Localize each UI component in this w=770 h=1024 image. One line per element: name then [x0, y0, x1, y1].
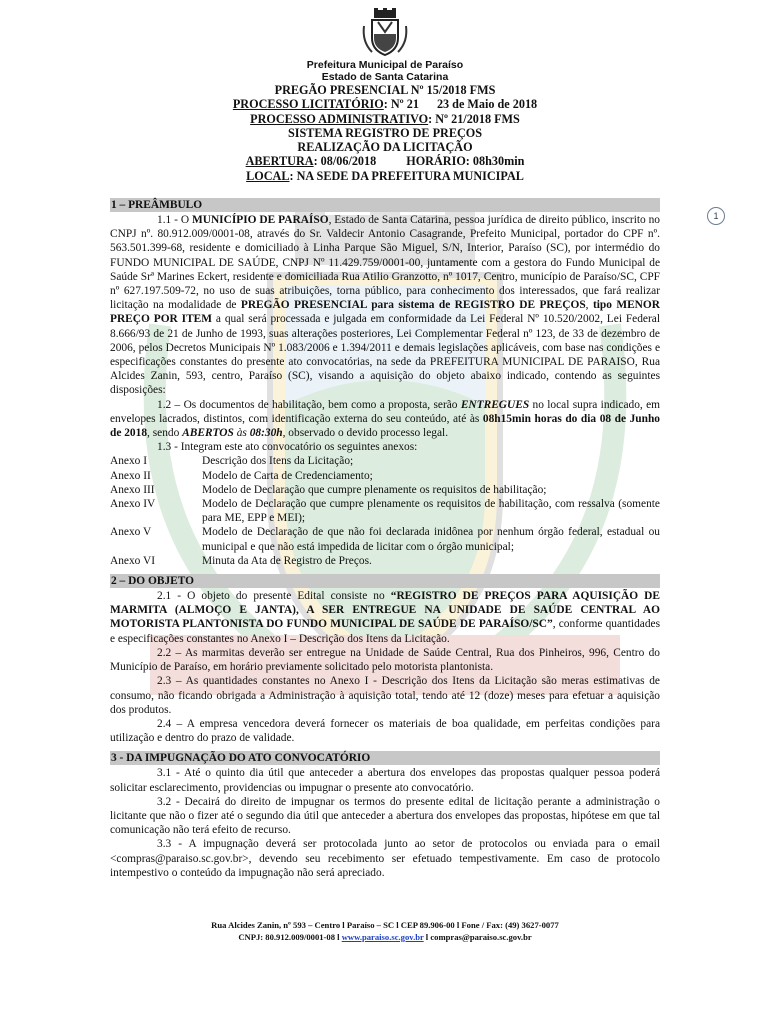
- paragraph-2-3: 2.3 – As quantidades constantes no Anexo I - Descrição dos Itens da Licitação são meras estimativas de consumo, não ficando obrigada a Administração à aquisição total, tendo até 12 (doze) meses para efetuar a aquisição dos produtos.: [110, 675, 660, 716]
- local-line: [110, 169, 660, 183]
- paragraph-3-3: 3.3 - A impugnação deverá ser protocolada junto ao setor de protocolos ou enviada para o email <compras@paraiso.sc.gov.br>, devendo seu recebimento ser efetuado tempestivamente. Em caso de protocolo intempestivo o conteúdo da impugnação não será apreciado.: [110, 838, 660, 879]
- processo-licitatorio-value: : Nº 21: [383, 97, 419, 112]
- annex-key: Anexo III: [110, 483, 155, 496]
- footer-email: l compras@paraiso.sc.gov.br: [423, 932, 532, 942]
- annex-value: Modelo de Declaração de que não foi declarada inidônea por nenhum órgão federal, estadual ou municipal e que não está impedida de licitar com o órgão municipal;: [202, 526, 660, 553]
- abertura-line: [110, 154, 660, 168]
- p12-f: ABERTOS: [182, 427, 234, 440]
- p12-e: , sendo: [147, 427, 183, 440]
- annex-row: [110, 469, 660, 483]
- processo-administrativo: [110, 112, 660, 126]
- p21-c: , conforme quantidades e especificações constantes no Anexo I – Descrição dos Itens da Licitação.: [110, 618, 661, 645]
- annex-row: [110, 554, 660, 568]
- paragraph-1-2: [110, 398, 660, 441]
- p12-c: no local supra indicado, em envelopes lacrados, distintos, com identificação externa do seu conteúdo, até às: [110, 398, 660, 425]
- processo-administrativo-value: : Nº 21/2018 FMS: [428, 111, 520, 126]
- state-name: Estado de Santa Catarina: [321, 71, 449, 83]
- paragraph-2-4: 2.4 – A empresa vencedora deverá fornecer os materiais de boa qualidade, em perfeitas condições para utilização e dentro do prazo de validade.: [110, 717, 660, 745]
- annex-key: Anexo V: [110, 526, 152, 539]
- document-footer: [110, 919, 660, 943]
- local-value: : NA SEDE DA PREFEITURA MUNICIPAL: [289, 168, 524, 183]
- annex-row: [110, 525, 660, 553]
- processo-licitatorio-date: 23 de Maio de 2018: [436, 97, 538, 112]
- section-1-title: 1 – PREÂMBULO: [110, 198, 660, 212]
- annex-key: Anexo I: [110, 455, 148, 468]
- paragraph-3-1: 3.1 - Até o quinto dia útil que anteceder a abertura dos envelopes das propostas qualquer pessoa poderá solicitar esclarecimento, providencias ou impugnar o presente ato convocatório.: [110, 767, 660, 794]
- sistema-registro: SISTEMA REGISTRO DE PREÇOS: [287, 125, 483, 140]
- website-link[interactable]: www.paraiso.sc.gov.br: [341, 932, 424, 942]
- p12-b: ENTREGUES: [460, 398, 530, 411]
- p11-b: MUNICÍPIO DE PARAÍSO: [191, 214, 329, 226]
- abertura-label: ABERTURA: [245, 154, 314, 169]
- p11-c: , Estado de Santa Catarina, pessoa jurídica de direito público, inscrito no CNPJ nº. 80.912.009/0001-08, através do Sr. Valdecir Antonio Casagrande, Prefeito Municipal, portador do CPF nº. 563.501.399-68, residente e domiciliado à Linha Parque São Miguel, S/N, Interior, Paraíso (SC), por intermédio do FUNDO MUNICIPAL DE SAÚDE, CNPJ Nº 11.429.759/0001-00, juntamente com a gestora do Fundo Municipal de Saúde Srª Marines Eckert, residente e domiciliada Rua Atilio Granzotto, nº 1017, Centro, município de Paraíso/SC, CPF nº 627.197.509-72, no uso de suas atribuições, torna público, para conhecimento dos interessados, que fará realizar licitação na modalidade de: [110, 214, 661, 312]
- paragraph-3-2: 3.2 - Decairá do direito de impugnar os termos do presente edital de licitação perante a administração o licitante que não o fizer até o segundo dia útil que anteceder a abertura dos envelopes das propostas, hipótese em que tal comunicação não terá efeito de recurso.: [110, 795, 660, 837]
- p11-e: ,: [585, 299, 593, 312]
- horario: HORÁRIO: 08h30min: [406, 154, 525, 169]
- p11-g: a qual será processada e julgada em conformidade da Lei Federal Nº 10.520/2002, Lei Federal 8.666/93 de 21 de Junho de 1993, suas alterações posteriores, Lei Complementar Federal nº 123, de 33 de dezembro de 2006, pelos Decretos Municipais Nº 1.083/2006 e 1.394/2011 e demais legislações aplicáveis, com base nas condições e especificações constantes do presente ato convocatórias, na sede da PREFEITURA MUNICIPAL DE PARAISO, Rua Alcides Zanin, 593, centro, Paraíso (SC), visando a aquisição do objeto abaixo indicado, contendo as seguintes disposições:: [110, 313, 660, 397]
- page-number-badge: 1: [707, 207, 725, 225]
- paragraph-2-2: 2.2 – As marmitas deverão ser entregue na Unidade de Saúde Central, Rua dos Pinheiros, 996, Centro do Município de Paraíso, em horário previamente solicitado pelo motorista plantonista.: [110, 646, 660, 674]
- abertura-value: : 08/06/2018: [313, 154, 377, 169]
- annex-value: Modelo de Carta de Credenciamento;: [202, 469, 373, 482]
- p11-f: tipo MENOR PREÇO POR ITEM: [110, 299, 660, 326]
- p11-d: PREGÃO PRESENCIAL para sistema de REGISTRO DE PREÇOS: [240, 299, 586, 312]
- paragraph-1-1: [110, 213, 660, 398]
- org-name: Prefeitura Municipal de Paraíso: [306, 59, 464, 71]
- processo-licitatorio-label: PROCESSO LICITATÓRIO: [232, 97, 384, 112]
- p12-a: 1.2 – Os documentos de habilitação, bem como a proposta, serão: [157, 398, 461, 411]
- annex-value: Modelo de Declaração que cumpre plenamente os requisitos de habilitação;: [202, 483, 547, 496]
- document-header: [110, 59, 660, 183]
- p12-g: às: [233, 427, 250, 440]
- annex-row: [110, 454, 660, 468]
- document-body: [110, 198, 660, 880]
- realizacao-licitacao: REALIZAÇÃO DA LICITAÇÃO: [297, 140, 473, 155]
- section-2-title: 2 – DO OBJETO: [110, 574, 660, 588]
- coat-of-arms-icon: [360, 8, 410, 58]
- paragraph-2-1: [110, 589, 660, 646]
- annex-value: Modelo de Declaração que cumpre plenamente os requisitos de habilitação, com ressalva (somente para ME, EPP e MEI);: [202, 498, 660, 525]
- annex-value: Descrição dos Itens da Licitação;: [202, 455, 354, 468]
- p12-i: , observado o devido processo legal.: [282, 427, 449, 440]
- annex-key: Anexo II: [110, 469, 151, 482]
- annex-value: Minuta da Ata de Registro de Preços.: [202, 554, 372, 567]
- p21-a: 2.1 - O objeto do presente Edital consiste no: [157, 590, 391, 603]
- footer-cnpj: CNPJ: 80.912.009/0001-08 l: [238, 932, 342, 942]
- annex-row: [110, 483, 660, 497]
- p21-b: “REGISTRO DE PREÇOS PARA AQUISIÇÃO DE MARMITA (ALMOÇO E JANTA), A SER ENTREGUE NA UNIDADE DE SAÚDE CENTRAL AO MOTORISTA PLANTONISTA DO FUNDO MUNICIPAL DE SAÚDE DE PARAÍSO/SC”: [110, 590, 660, 631]
- annex-row: [110, 497, 660, 525]
- annex-key: Anexo IV: [110, 498, 156, 511]
- paragraph-1-3: 1.3 - Integram este ato convocatório os seguintes anexos:: [157, 441, 418, 454]
- processo-administrativo-label: PROCESSO ADMINISTRATIVO: [250, 111, 429, 126]
- footer-address: Rua Alcides Zanin, nº 593 – Centro l Paraíso – SC l CEP 89.906-00 l Fone / Fax: (49) 3627-0077: [211, 920, 559, 930]
- p12-d: 08h15min horas do dia 08 de Junho de 2018: [110, 412, 660, 440]
- p12-h: 08:30h: [249, 427, 283, 440]
- processo-licitatorio: [110, 97, 660, 111]
- pregao-title: PREGÃO PRESENCIAL Nº 15/2018 FMS: [274, 83, 496, 97]
- p11-a: 1.1 - O: [157, 214, 192, 226]
- annex-key: Anexo VI: [110, 554, 156, 567]
- local-label: LOCAL: [246, 168, 290, 183]
- footer-contact: [110, 931, 660, 943]
- section-3-title: 3 - DA IMPUGNAÇÃO DO ATO CONVOCATÓRIO: [110, 751, 660, 765]
